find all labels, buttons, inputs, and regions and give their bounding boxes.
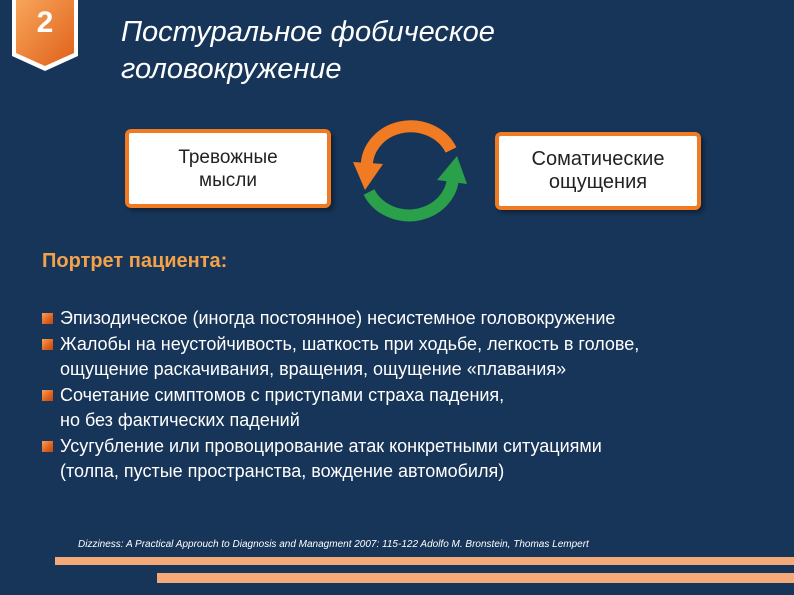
bullet-square-icon — [42, 390, 53, 401]
list-item-text: Эпизодическое (иногда постоянное) несистемное головокружение — [60, 308, 616, 328]
list-item-text: ощущение раскачивания, вращения, ощущение «плавания» — [60, 359, 567, 379]
right-box-line-1: Соматические — [531, 148, 665, 170]
bullet-square-icon — [42, 441, 53, 452]
decorative-bar-top — [55, 557, 794, 565]
left-box-line-2: мысли — [199, 169, 257, 191]
slide-number: 2 — [36, 6, 54, 39]
slide-title-line-1: Постуральное фобическое — [121, 16, 495, 48]
slide-title — [121, 14, 681, 88]
slide-number-badge — [10, 0, 80, 72]
list-item — [42, 306, 782, 332]
symptom-list — [42, 306, 782, 485]
reference-citation: Dizziness: A Practical Approuch to Diagnosis and Managment 2007: 115-122 Adolfo M. Bronstein, Thomas Lempert — [78, 539, 589, 550]
right-box-line-2: ощущения — [548, 171, 648, 193]
decorative-bar-bottom — [157, 573, 794, 583]
bullet-square-icon — [42, 339, 53, 350]
left-box-line-1: Тревожные — [178, 146, 278, 168]
cycle-arrows-icon — [345, 120, 475, 225]
list-item — [42, 434, 782, 485]
section-heading: Портрет пациента: — [42, 250, 228, 272]
list-item-text: Усугубление или провоцирование атак конкретными ситуациями — [60, 435, 602, 456]
list-item — [42, 383, 782, 434]
list-item — [42, 332, 782, 383]
anxious-thoughts-box — [125, 129, 331, 208]
list-item-text: Жалобы на неустойчивость, шаткость при ходьбе, легкость в голове, — [60, 333, 640, 354]
somatic-sensations-box — [495, 132, 701, 210]
list-item-text: (толпа, пустые пространства, вождение автомобиля) — [60, 461, 505, 481]
list-item-text: Сочетание симптомов с приступами страха падения, — [60, 384, 505, 405]
bullet-square-icon — [42, 313, 53, 324]
slide-title-line-2: головокружение — [121, 53, 342, 85]
list-item-text: но без фактических падений — [60, 410, 300, 430]
